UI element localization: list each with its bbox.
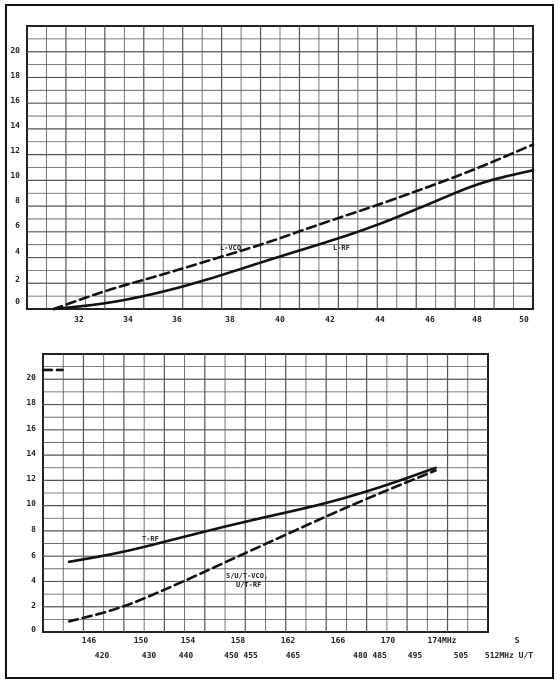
x-tick-label: 174MHz	[427, 636, 457, 645]
y-tick-label: 10	[10, 171, 20, 180]
y-tick-label: 16	[10, 96, 20, 105]
series-label-sut-vco-line2: U/T-RF	[236, 581, 262, 589]
x-secondary-tick-label: 512MHz U/T	[484, 651, 534, 660]
series-label-sut-vco-line1: S/U/T-VCO,	[226, 572, 269, 580]
top-y-tick-labels	[10, 46, 20, 306]
x-tick-label: 170	[380, 636, 396, 645]
y-tick-label: 14	[10, 121, 20, 130]
y-tick-label: 6	[15, 221, 20, 230]
y-tick-label: 2	[15, 275, 20, 284]
y-tick-label: 12	[26, 474, 36, 483]
x-tick-label: 46	[425, 315, 435, 324]
top-x-tick-labels	[74, 315, 529, 324]
y-tick-label: 14	[26, 449, 36, 458]
y-tick-label: 18	[10, 71, 20, 80]
x-secondary-tick-label: 440	[178, 651, 194, 660]
y-tick-label: 20	[10, 46, 20, 55]
x-tick-label: 36	[172, 315, 182, 324]
y-tick-label: 0	[31, 625, 36, 634]
y-tick-label: 8	[31, 525, 36, 534]
x-tick-label: 150	[133, 636, 149, 645]
series-label-l-vco: L-VCO	[220, 244, 242, 252]
x-tick-label: 40	[275, 315, 285, 324]
x-tick-label: 42	[325, 315, 335, 324]
series-label-l-rf: L-RF	[333, 244, 350, 252]
y-tick-label: 4	[31, 576, 36, 585]
x-tick-label: 50	[519, 315, 529, 324]
bottom-y-tick-labels	[26, 373, 36, 634]
x-tick-label: 38	[225, 315, 235, 324]
x-tick-label: 166	[330, 636, 346, 645]
x-tick-label: 162	[280, 636, 296, 645]
y-tick-label: 10	[26, 499, 36, 508]
x-tick-label: 154	[180, 636, 196, 645]
x-secondary-tick-label: 450 455	[224, 651, 258, 660]
x-tick-label-extra: S	[514, 636, 520, 645]
y-tick-label: 12	[10, 146, 20, 155]
x-tick-label: 32	[74, 315, 84, 324]
x-secondary-tick-label: 430	[141, 651, 157, 660]
y-tick-label: 8	[15, 196, 20, 205]
series-label-t-rf: T-RF	[142, 535, 159, 543]
y-tick-label: 0	[15, 297, 20, 306]
bottom-x-secondary-tick-labels	[95, 651, 533, 660]
x-tick-label: 48	[472, 315, 482, 324]
y-tick-label: 18	[26, 398, 36, 407]
x-secondary-tick-label: 465	[285, 651, 301, 660]
x-tick-label: 158	[230, 636, 246, 645]
y-tick-label: 2	[31, 601, 36, 610]
x-secondary-tick-label: 420	[94, 651, 110, 660]
bottom-chart	[26, 354, 533, 660]
x-tick-label: 34	[123, 315, 133, 324]
x-secondary-tick-label: 480 485	[353, 651, 387, 660]
y-tick-label: 16	[26, 424, 36, 433]
x-secondary-tick-label: 505	[453, 651, 469, 660]
top-chart	[10, 26, 533, 324]
y-tick-label: 6	[31, 551, 36, 560]
y-tick-label: 4	[15, 247, 20, 256]
y-tick-label: 20	[26, 373, 36, 382]
x-secondary-tick-label: 495	[407, 651, 423, 660]
x-tick-label: 146	[81, 636, 97, 645]
bottom-x-tick-labels	[82, 636, 520, 645]
x-tick-label: 44	[375, 315, 385, 324]
